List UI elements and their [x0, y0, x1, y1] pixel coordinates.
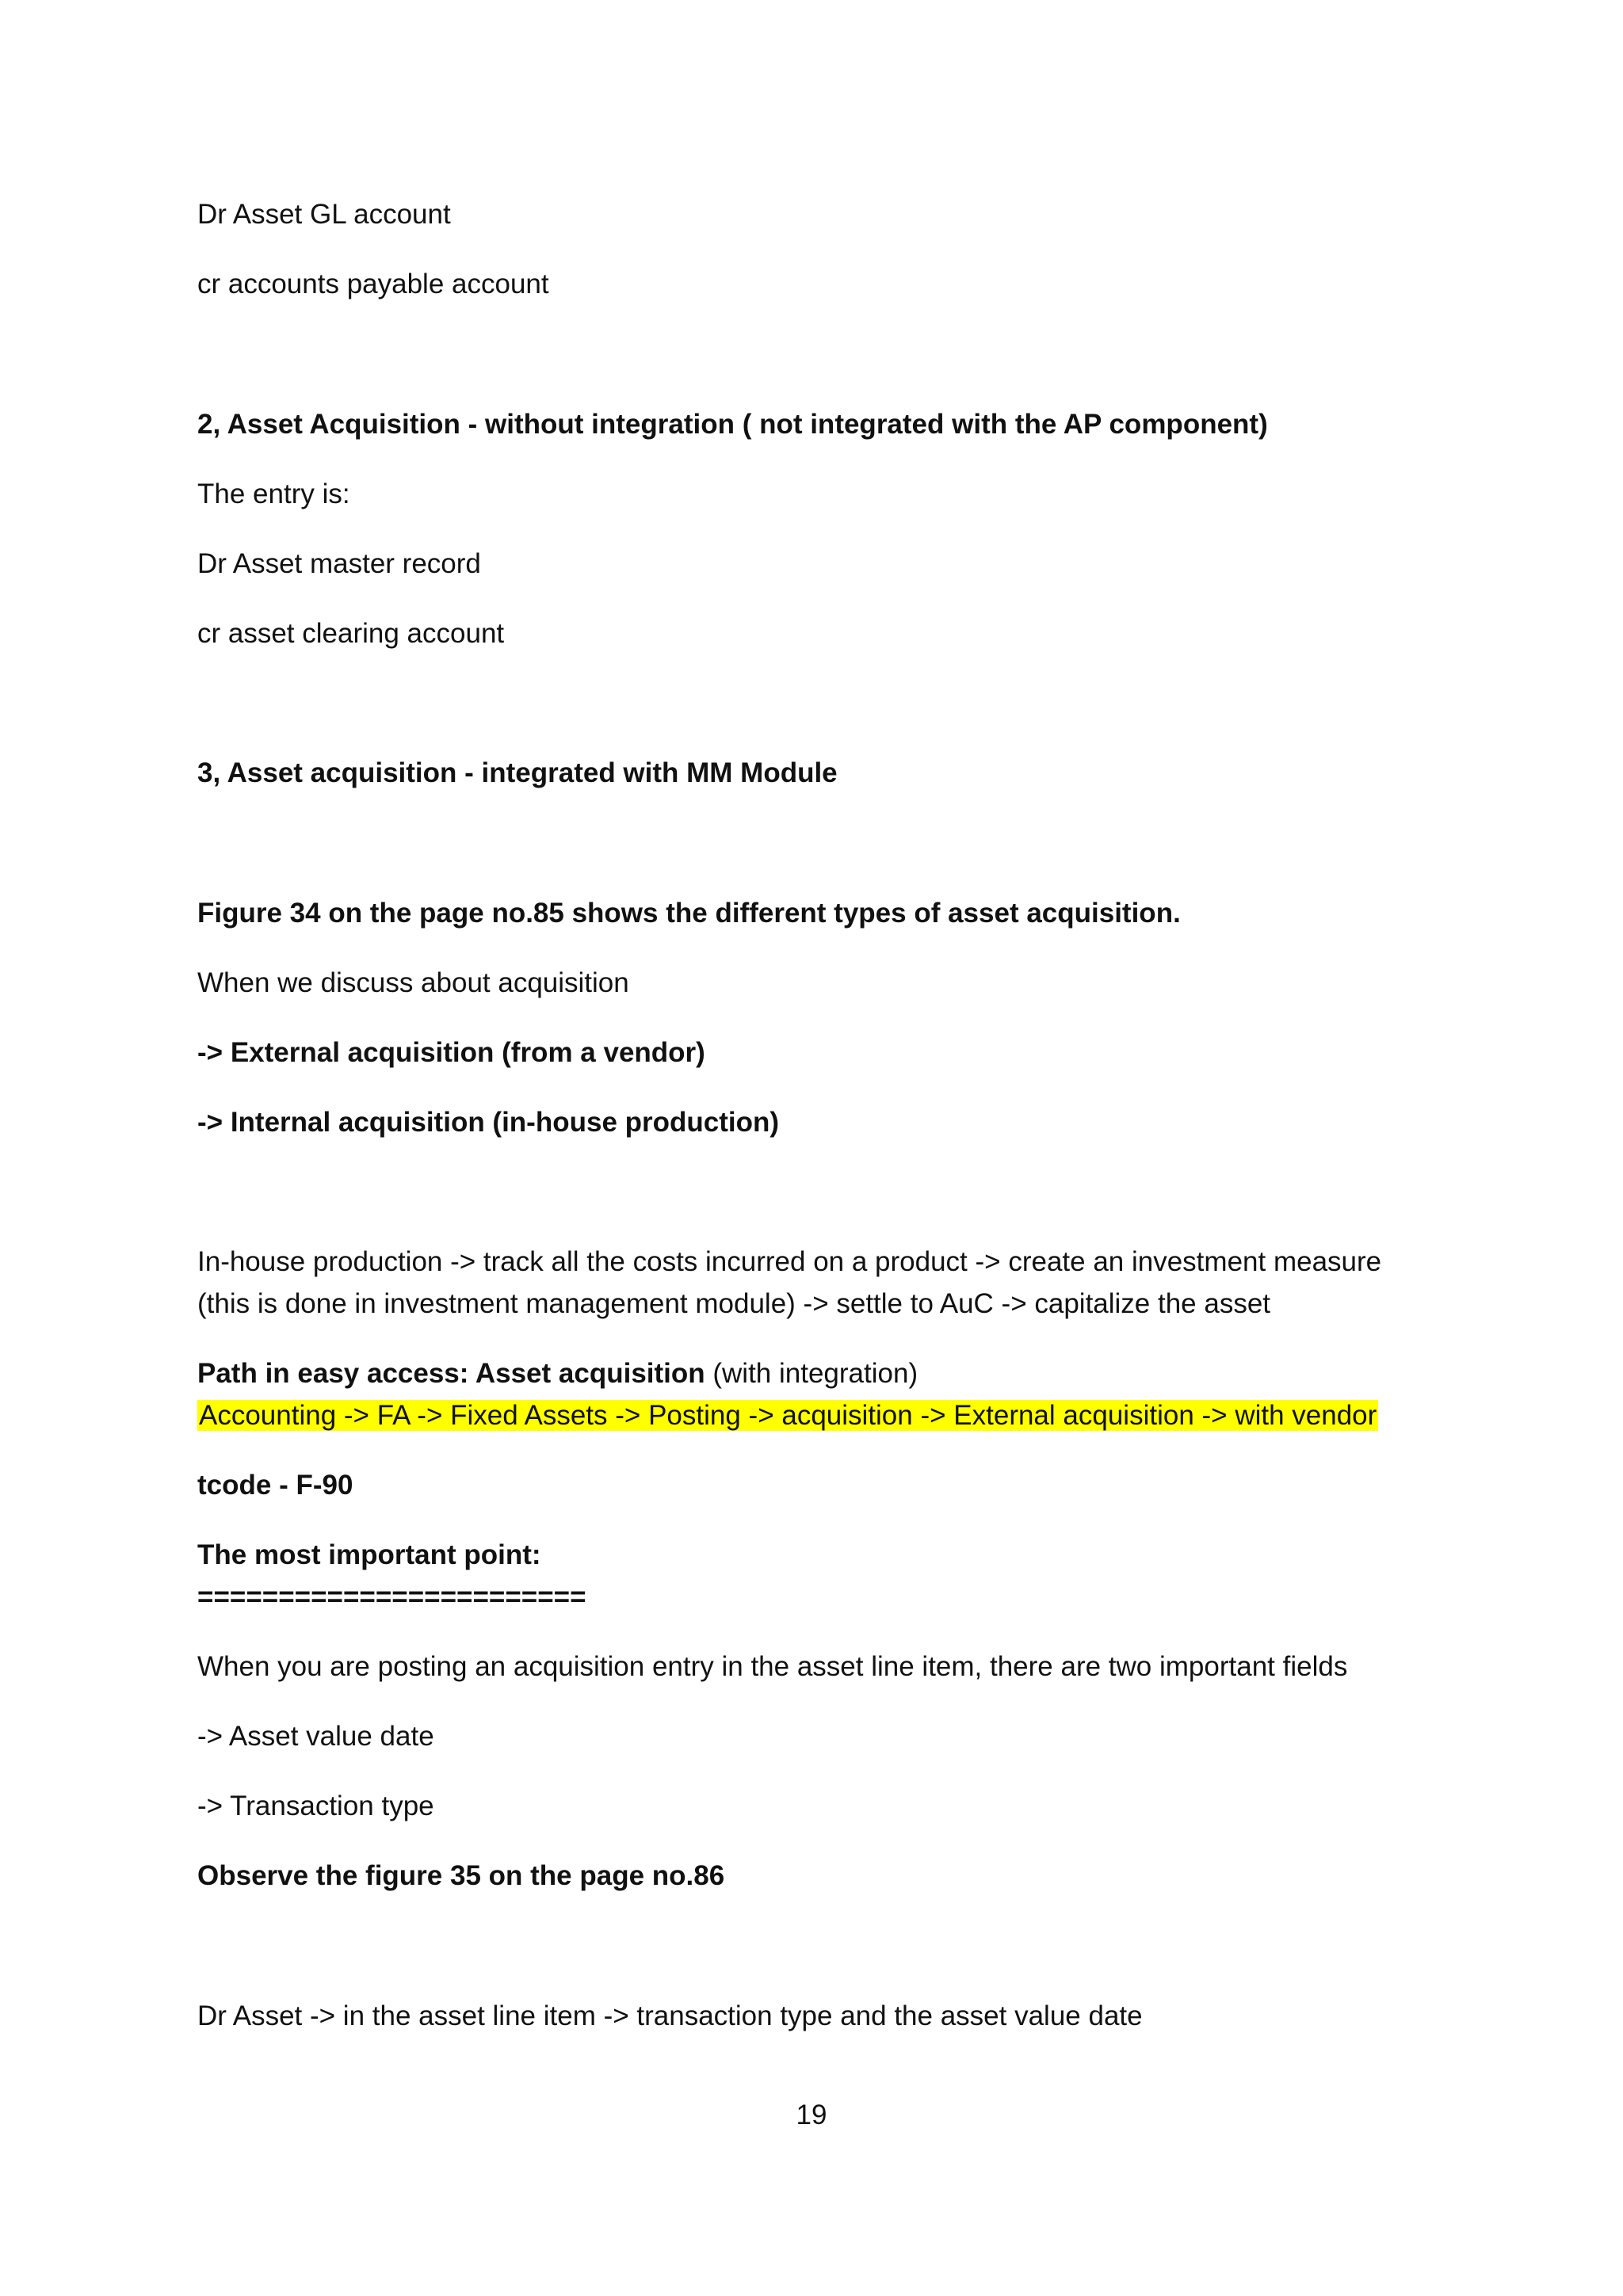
dr-asset-line-item: Dr Asset -> in the asset line item -> transaction type and the asset value date [197, 2000, 1143, 2031]
entry-credit-ap: cr accounts payable account [197, 269, 549, 299]
posting-note: When you are posting an acquisition entry in the asset line item, there are two important fields [197, 1651, 1348, 1682]
easy-access-path-label: Path in easy access: Asset acquisition [197, 1358, 705, 1389]
tcode: tcode - F-90 [197, 1470, 353, 1501]
figure-35-reference: Observe the figure 35 on the page no.86 [197, 1860, 725, 1891]
entry-intro: The entry is: [197, 479, 350, 509]
entry-credit-clearing: cr asset clearing account [197, 618, 505, 649]
menu-path-highlight [197, 1398, 1378, 1433]
acquisition-intro: When we discuss about acquisition [197, 967, 629, 998]
easy-access-path [197, 1356, 918, 1391]
field-asset-value-date: -> Asset value date [197, 1721, 434, 1752]
section-heading-3: 3, Asset acquisition - integrated with MM Module [197, 757, 838, 788]
internal-acquisition: -> Internal acquisition (in-house production) [197, 1107, 780, 1138]
inhouse-production-line-2: (this is done in investment management module) -> settle to AuC -> capitalize the asset [197, 1288, 1271, 1319]
inhouse-production-line-1: In-house production -> track all the costs incurred on a product -> create an investment measure [197, 1246, 1382, 1277]
entry-debit-asset-master: Dr Asset master record [197, 548, 481, 579]
important-point-heading: The most important point: [197, 1539, 541, 1570]
external-acquisition: -> External acquisition (from a vendor) [197, 1037, 705, 1068]
highlighted-menu-path: Accounting -> FA -> Fixed Assets -> Posting -> acquisition -> External acquisition -> with vendor [199, 1400, 1377, 1431]
section-heading-2: 2, Asset Acquisition - without integration ( not integrated with the AP component) [197, 409, 1268, 440]
easy-access-path-note: (with integration) [705, 1358, 918, 1389]
page-number: 19 [796, 2100, 827, 2130]
entry-debit-asset-gl: Dr Asset GL account [197, 199, 451, 230]
figure-34-reference: Figure 34 on the page no.85 shows the different types of asset acquisition. [197, 898, 1181, 929]
field-transaction-type: -> Transaction type [197, 1791, 434, 1821]
separator-equals: ======================== [197, 1581, 586, 1612]
